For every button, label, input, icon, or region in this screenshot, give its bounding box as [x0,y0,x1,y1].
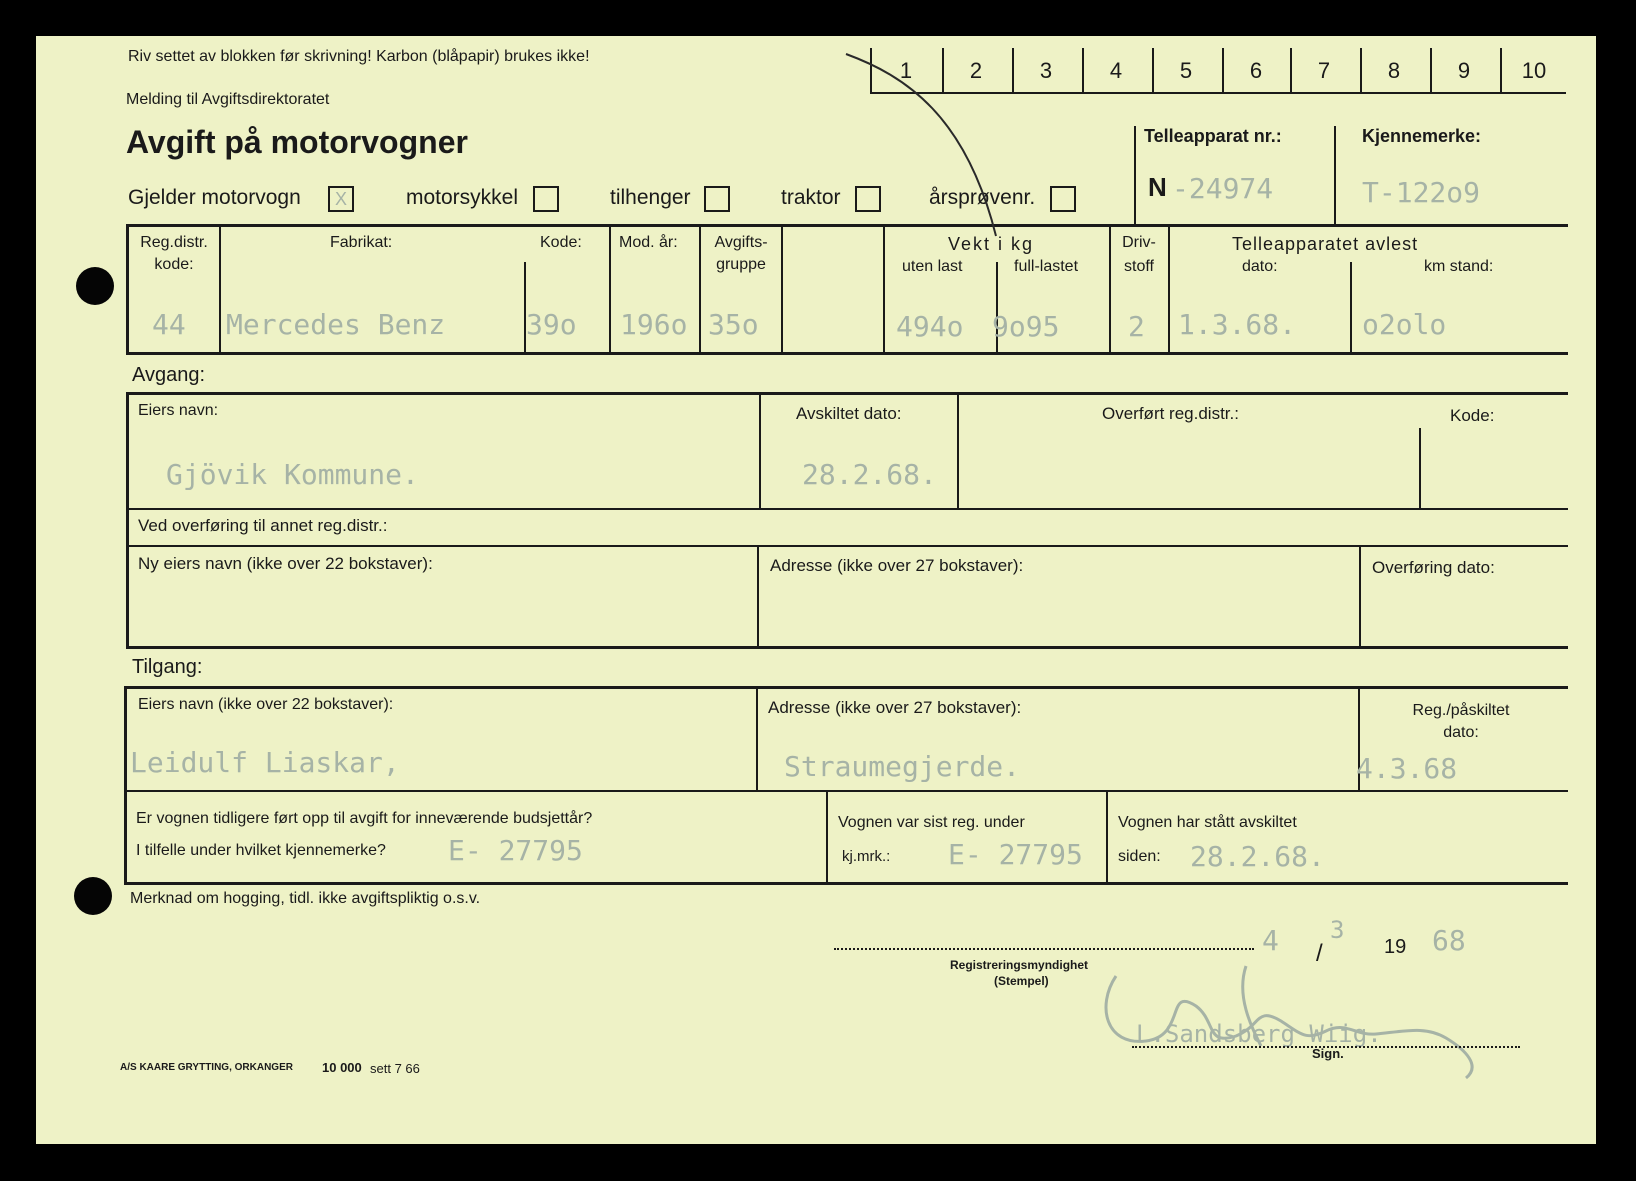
tear-instruction: Riv settet av blokken før skrivning! Karbon (blåpapir) brukes ikke! [128,48,590,65]
regdistr-label-2: kode: [154,256,194,273]
applies-to-label: Gjelder motorvogn [128,186,301,209]
date-separator: / [1316,940,1323,967]
fabrikat-value: Mercedes Benz [226,308,446,341]
number-box-1: 1 [899,58,913,83]
registreringsmyndighet-label: Registreringsmyndighet [950,958,1089,972]
overforing-dato-label: Overføring dato: [1372,558,1495,577]
telleapparat-prefix: N [1148,172,1167,202]
km-stand-label: km stand: [1424,258,1494,275]
form-title: Avgift på motorvogner [126,124,468,160]
agency-name: Melding til Avgiftsdirektoratet [126,91,330,108]
drivstoff-value: 2 [1128,310,1145,343]
avgiftsgruppe-value: 35o [708,308,759,341]
binder-hole-top [76,267,114,305]
avlest-label: Telleapparatet avlest [1232,234,1419,254]
tilhenger-checkbox[interactable] [704,186,730,212]
date-century: 19 [1384,936,1407,958]
date-year-value: 68 [1432,924,1466,957]
handwritten-signature [1086,946,1496,1086]
sist-reg-value: E- 27795 [948,838,1083,871]
har-statt-avskiltet-value: 28.2.68. [1190,840,1325,873]
drivstoff-label-1: Driv- [1122,234,1156,251]
avgang-section-label: Avgang: [132,364,206,386]
number-box-8: 8 [1387,58,1401,83]
merknad-label: Merknad om hogging, tidl. ikke avgiftspliktig o.s.v. [130,890,481,907]
printer-label: A/S KAARE GRYTTING, ORKANGER [120,1062,293,1073]
tidligere-kjennemerke-value: E- 27795 [448,834,583,867]
regpaskiltet-label-1: Reg./påskiltet [1412,702,1510,719]
tilgang-eiers-navn-value: Leidulf Liaskar, [130,746,400,779]
avskiltet-dato-value: 28.2.68. [802,458,937,491]
traktor-label: traktor [781,186,841,209]
avskiltet-dato-label: Avskiltet dato: [796,404,902,423]
number-box-9: 9 [1457,58,1471,83]
print-run: 10 000 [322,1060,362,1075]
binder-hole-bottom [74,877,112,915]
kjennemerke-question: I tilfelle under hvilket kjennemerke? [136,842,386,859]
number-box-6: 6 [1249,58,1263,83]
avlest-dato-label: dato: [1242,258,1278,275]
modar-label: Mod. år: [619,234,678,251]
print-info: sett 7 66 [370,1061,420,1076]
tax-form-card [36,36,1596,1144]
har-statt-avskiltet-label-1: Vognen har stått avskiltet [1118,814,1297,831]
avgang-adresse-label: Adresse (ikke over 27 bokstaver): [770,556,1024,575]
sist-reg-label-2: kj.mrk.: [842,848,891,865]
avgang-kode-label: Kode: [1450,406,1495,425]
tilgang-adresse-value: Straumegjerde. [784,750,1021,783]
pen-stroke [826,46,1026,246]
kjennemerke-label: Kjennemerke: [1362,126,1482,146]
tilhenger-label: tilhenger [610,186,691,209]
kode-value: 39o [526,308,577,341]
uten-last-value: 494o [896,310,964,343]
full-lastet-value: 9o95 [992,310,1060,343]
typed-signer-name: L.Sandsberg Wiig. [1136,1020,1382,1048]
ved-overforing-label: Ved overføring til annet reg.distr.: [138,516,388,535]
motorsykkel-label: motorsykkel [406,186,519,209]
number-box-10: 10 [1521,58,1547,83]
avgiftsgruppe-label-2: gruppe [716,256,766,273]
tilgang-adresse-label: Adresse (ikke over 27 bokstaver): [768,698,1022,717]
number-box-7: 7 [1317,58,1331,83]
motorvogn-checkbox[interactable]: X [328,186,354,212]
drivstoff-label-2: stoff [1124,258,1154,275]
arsprovenr-label: årsprøvenr. [929,186,1036,209]
vekt-label: Vekt i kg [948,234,1035,254]
number-box-2: 2 [969,58,983,83]
tilgang-section-label: Tilgang: [132,656,203,678]
overfort-regdistr-label: Overført reg.distr.: [1102,404,1239,423]
avgang-eiers-navn-value: Gjövik Kommune. [166,458,419,491]
number-box-3: 3 [1039,58,1053,83]
motorsykkel-checkbox[interactable] [533,186,559,212]
date-month-value: 3 [1330,916,1345,944]
har-statt-avskiltet-label-2: siden: [1118,848,1161,865]
avgiftsgruppe-label-1: Avgifts- [714,234,768,251]
avgang-eiers-navn-label: Eiers navn: [138,402,219,419]
regpaskiltet-value: 4.3.68 [1356,752,1458,785]
regdistr-value: 44 [152,308,186,341]
date-day-value: 4 [1262,924,1279,957]
avlest-dato-value: 1.3.68. [1178,308,1297,341]
fabrikat-label: Fabrikat: [330,234,393,251]
tidligere-avgift-question: Er vognen tidligere ført opp til avgift for inneværende budsjettår? [136,810,593,827]
regpaskiltet-label-2: dato: [1443,724,1479,741]
full-lastet-label: full-lastet [1014,258,1079,275]
modar-value: 196o [620,308,688,341]
kjennemerke-value: T-122o9 [1362,176,1481,209]
number-box-5: 5 [1179,58,1193,83]
km-stand-value: o2olo [1362,308,1447,341]
kode-label: Kode: [540,234,582,251]
number-box-4: 4 [1109,58,1123,83]
tilgang-eiers-navn-label: Eiers navn (ikke over 22 bokstaver): [138,696,394,713]
telleapparat-value: -24974 [1172,172,1274,205]
telleapparat-label: Telleapparat nr.: [1144,126,1282,146]
ny-eier-label: Ny eiers navn (ikke over 22 bokstaver): [138,554,433,573]
stempel-label: (Stempel) [994,974,1049,988]
sist-reg-label-1: Vognen var sist reg. under [838,814,1025,831]
regdistr-label-1: Reg.distr. [140,234,208,251]
uten-last-label: uten last [902,258,963,275]
sign-label: Sign. [1312,1046,1344,1061]
arsprovenr-checkbox[interactable] [1050,186,1076,212]
